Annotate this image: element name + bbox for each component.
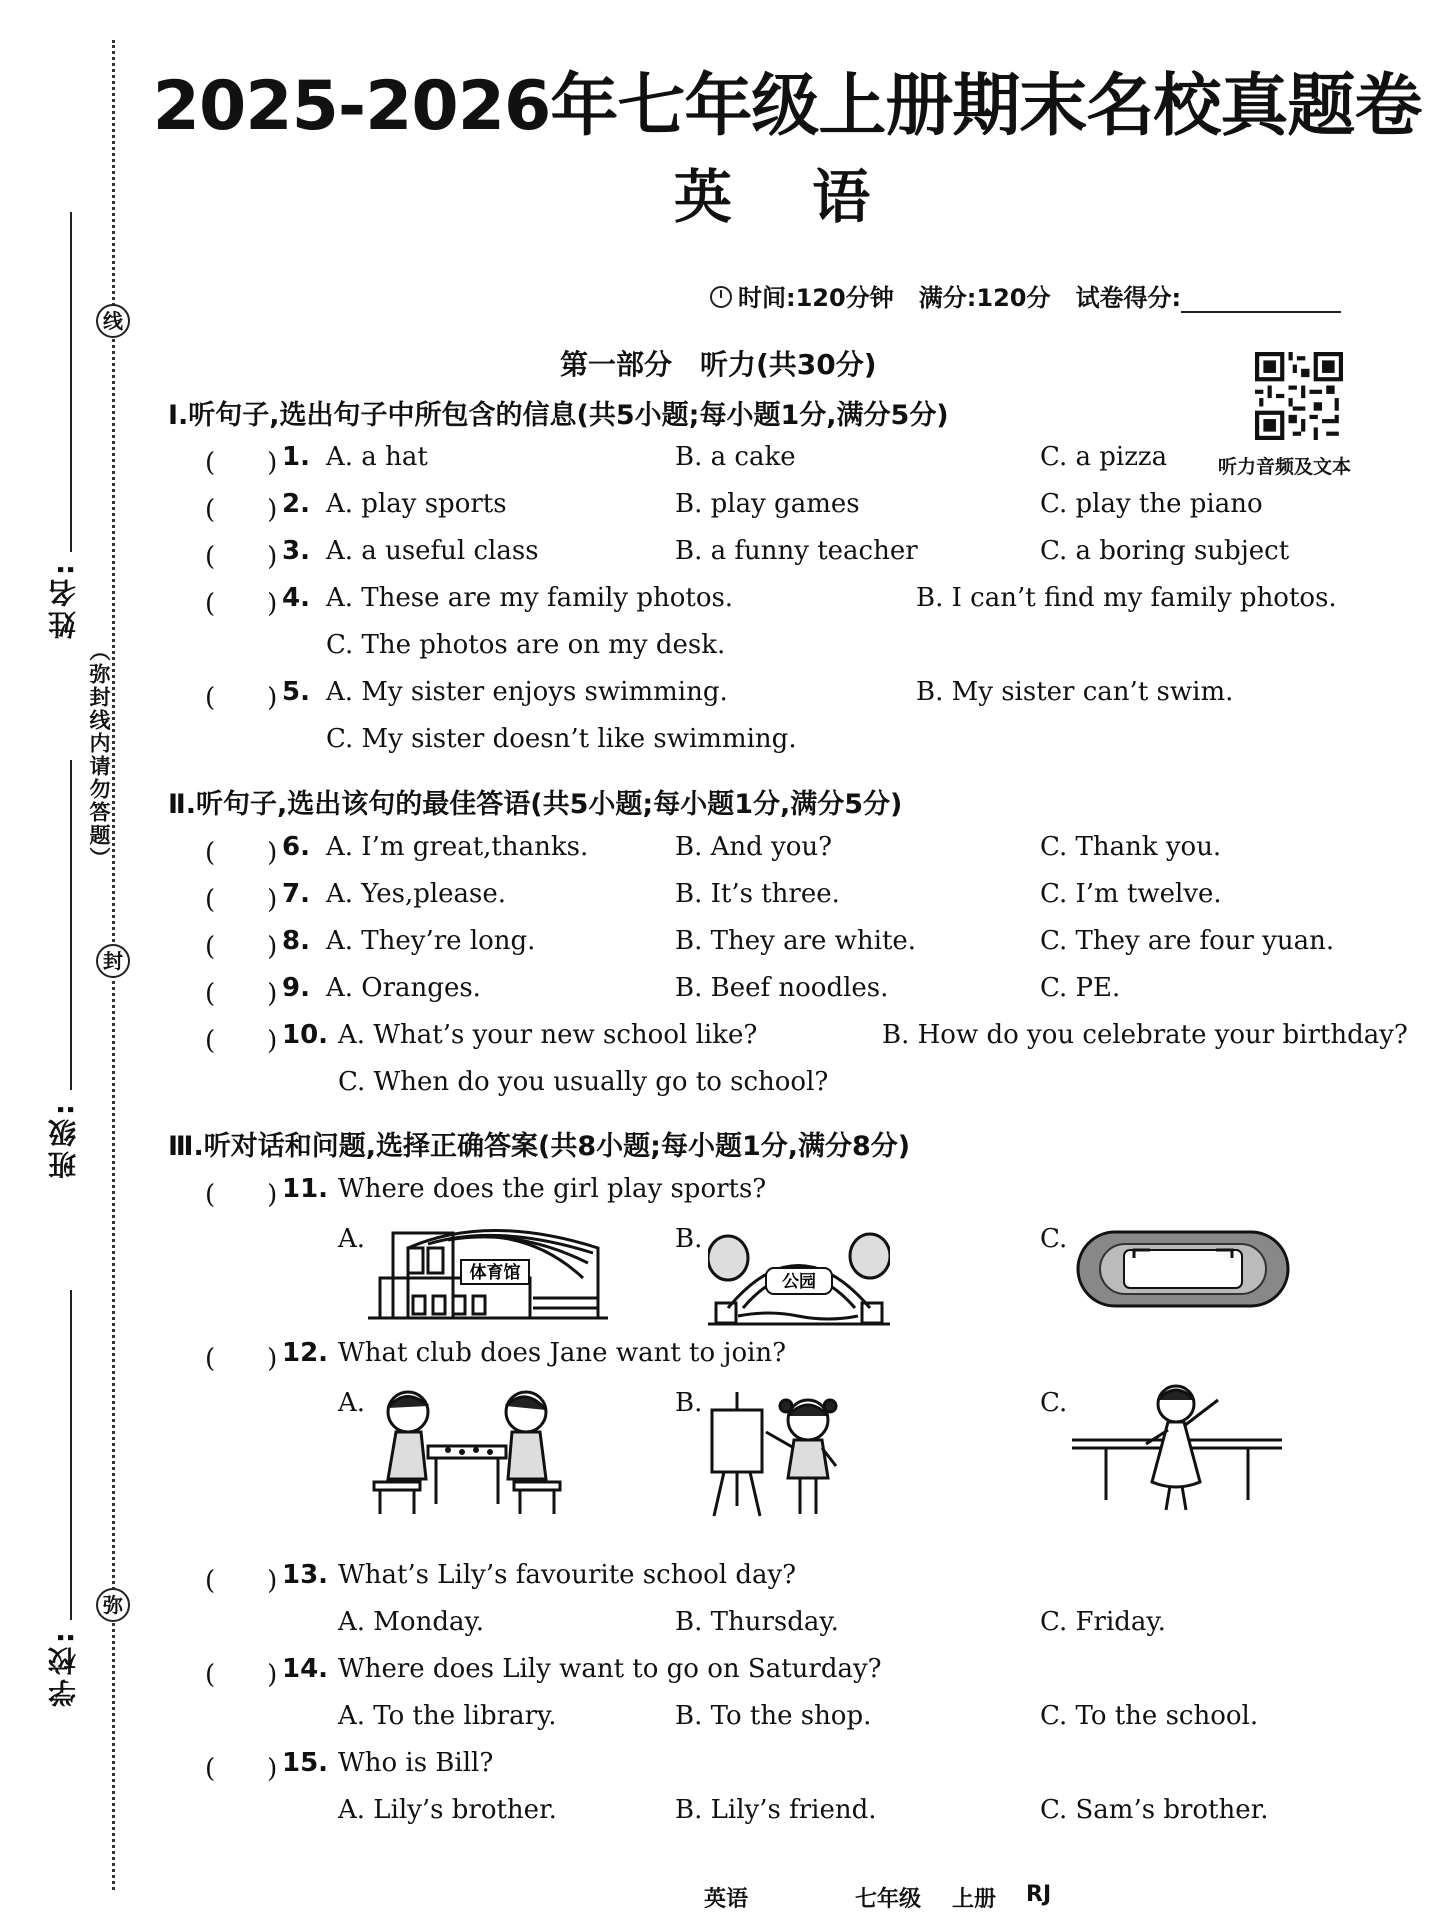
option-c-label: C. bbox=[1040, 1388, 1068, 1418]
answer-blank[interactable]: ( ) bbox=[205, 1566, 278, 1596]
answer-blank[interactable]: ( ) bbox=[205, 542, 278, 572]
binding-char-xian: 线 bbox=[96, 304, 130, 338]
answer-blank[interactable]: ( ) bbox=[205, 932, 278, 962]
option-a: A. play sports bbox=[326, 489, 507, 519]
option-a: A. a useful class bbox=[326, 536, 539, 566]
qr-code-icon[interactable] bbox=[1255, 352, 1343, 440]
answer-blank[interactable]: ( ) bbox=[205, 1660, 278, 1690]
answer-blank[interactable]: ( ) bbox=[205, 885, 278, 915]
question-number: 4. bbox=[282, 583, 310, 613]
full-score: 满分:120分 bbox=[918, 284, 1051, 312]
time-limit: 时间:120分钟 bbox=[738, 284, 894, 312]
painting-girl-icon[interactable] bbox=[704, 1386, 854, 1522]
option-b: B. I can’t find my family photos. bbox=[916, 583, 1337, 613]
option-c: C. I’m twelve. bbox=[1040, 879, 1222, 909]
answer-blank[interactable]: ( ) bbox=[205, 979, 278, 1009]
option-a: A. a hat bbox=[326, 442, 428, 472]
option-c: C. a boring subject bbox=[1040, 536, 1290, 566]
option-c: C. Thank you. bbox=[1040, 832, 1222, 862]
answer-blank[interactable]: ( ) bbox=[205, 1026, 278, 1056]
question-number: 1. bbox=[282, 442, 310, 472]
page-title: 2025-2026年七年级上册期末名校真题卷 bbox=[152, 67, 1422, 146]
class-fill-line[interactable] bbox=[70, 760, 72, 1090]
gym-sign-text: 体育馆 bbox=[469, 1263, 521, 1283]
park-gate-icon[interactable] bbox=[708, 1228, 890, 1326]
option-c: C. play the piano bbox=[1040, 489, 1263, 519]
gym-building-icon[interactable] bbox=[368, 1218, 608, 1326]
exam-meta bbox=[710, 278, 1410, 313]
question-number: 14. bbox=[282, 1654, 329, 1684]
chess-players-icon[interactable] bbox=[366, 1384, 566, 1520]
option-b: B. It’s three. bbox=[675, 879, 840, 909]
option-c: C. My sister doesn’t like swimming. bbox=[326, 724, 797, 754]
option-a: A. Oranges. bbox=[326, 973, 481, 1003]
answer-blank[interactable]: ( ) bbox=[205, 589, 278, 619]
section-3-title: Ⅲ.听对话和问题,选择正确答案(共8小题;每小题1分,满分8分) bbox=[168, 1131, 911, 1162]
option-b: B. They are white. bbox=[675, 926, 917, 956]
option-b: B. Lily’s friend. bbox=[675, 1795, 877, 1825]
dancing-girl-icon[interactable] bbox=[1072, 1382, 1282, 1518]
clock-icon bbox=[710, 286, 732, 308]
option-b: B. And you? bbox=[675, 832, 833, 862]
option-b-label: B. bbox=[675, 1388, 703, 1418]
answer-blank[interactable]: ( ) bbox=[205, 495, 278, 525]
school-label: 学校: bbox=[47, 1628, 80, 1708]
option-a: A. These are my family photos. bbox=[326, 583, 734, 613]
option-c: C. When do you usually go to school? bbox=[338, 1067, 829, 1097]
running-track-icon[interactable] bbox=[1074, 1228, 1292, 1310]
option-c: C. To the school. bbox=[1040, 1701, 1259, 1731]
question-number: 3. bbox=[282, 536, 310, 566]
option-a: A. What’s your new school like? bbox=[338, 1020, 758, 1050]
question-number: 6. bbox=[282, 832, 310, 862]
question-number: 9. bbox=[282, 973, 310, 1003]
option-c-label: C. bbox=[1040, 1224, 1068, 1254]
question-number: 7. bbox=[282, 879, 310, 909]
option-a: A. Lily’s brother. bbox=[338, 1795, 557, 1825]
option-c: C. The photos are on my desk. bbox=[326, 630, 726, 660]
answer-blank[interactable]: ( ) bbox=[205, 448, 278, 478]
option-a-label: A. bbox=[338, 1388, 366, 1418]
question-number: 5. bbox=[282, 677, 310, 707]
name-label: 姓名: bbox=[47, 560, 80, 640]
question-text: What club does Jane want to join? bbox=[338, 1338, 787, 1368]
footer-grade: 七年级 bbox=[855, 1887, 922, 1912]
question-number: 11. bbox=[282, 1174, 329, 1204]
option-a: A. To the library. bbox=[338, 1701, 557, 1731]
option-b: B. Thursday. bbox=[675, 1607, 839, 1637]
option-a: A. They’re long. bbox=[326, 926, 536, 956]
option-b: B. play games bbox=[675, 489, 860, 519]
option-a: A. Monday. bbox=[338, 1607, 484, 1637]
question-number: 2. bbox=[282, 489, 310, 519]
option-b: B. a cake bbox=[675, 442, 796, 472]
option-a: A. My sister enjoys swimming. bbox=[326, 677, 728, 707]
part-title: 第一部分 听力(共30分) bbox=[560, 348, 877, 381]
option-c: C. Friday. bbox=[1040, 1607, 1166, 1637]
question-number: 13. bbox=[282, 1560, 329, 1590]
question-number: 8. bbox=[282, 926, 310, 956]
question-text: What’s Lily’s favourite school day? bbox=[338, 1560, 797, 1590]
answer-blank[interactable]: ( ) bbox=[205, 838, 278, 868]
option-c: C. PE. bbox=[1040, 973, 1121, 1003]
question-number: 15. bbox=[282, 1748, 329, 1778]
option-b: B. To the shop. bbox=[675, 1701, 872, 1731]
option-a: A. Yes,please. bbox=[326, 879, 507, 909]
option-b: B. How do you celebrate your birthday? bbox=[882, 1020, 1408, 1050]
option-c: C. They are four yuan. bbox=[1040, 926, 1335, 956]
seal-note: （弥封线内请勿答题） bbox=[87, 640, 111, 870]
option-c: C. a pizza bbox=[1040, 442, 1168, 472]
question-text: Where does Lily want to go on Saturday? bbox=[338, 1654, 882, 1684]
binding-char-mi: 弥 bbox=[96, 1588, 130, 1622]
option-b: B. Beef noodles. bbox=[675, 973, 889, 1003]
answer-blank[interactable]: ( ) bbox=[205, 683, 278, 713]
footer-subject: 英语 bbox=[704, 1887, 749, 1912]
score-blank[interactable] bbox=[1181, 287, 1341, 313]
name-fill-line[interactable] bbox=[70, 212, 72, 552]
score-label: 试卷得分: bbox=[1075, 284, 1182, 312]
option-b: B. a funny teacher bbox=[675, 536, 918, 566]
park-sign-text: 公园 bbox=[782, 1272, 816, 1292]
question-number: 10. bbox=[282, 1020, 329, 1050]
footer-edition: RJ bbox=[1026, 1882, 1052, 1907]
binding-char-feng: 封 bbox=[96, 944, 130, 978]
answer-blank[interactable]: ( ) bbox=[205, 1754, 278, 1784]
section-1-title: Ⅰ.听句子,选出句子中所包含的信息(共5小题;每小题1分,满分5分) bbox=[168, 400, 949, 431]
option-b-label: B. bbox=[675, 1224, 703, 1254]
option-b: B. My sister can’t swim. bbox=[916, 677, 1234, 707]
option-c: C. Sam’s brother. bbox=[1040, 1795, 1269, 1825]
footer-term: 上册 bbox=[952, 1887, 997, 1912]
question-text: Where does the girl play sports? bbox=[338, 1174, 767, 1204]
answer-blank[interactable]: ( ) bbox=[205, 1180, 278, 1210]
qr-label: 听力音频及文本 bbox=[1218, 456, 1352, 478]
answer-blank[interactable]: ( ) bbox=[205, 1344, 278, 1374]
option-a: A. I’m great,thanks. bbox=[326, 832, 589, 862]
question-number: 12. bbox=[282, 1338, 329, 1368]
subject-title: 英 语 bbox=[673, 163, 901, 231]
school-fill-line[interactable] bbox=[70, 1290, 72, 1620]
section-2-title: Ⅱ.听句子,选出该句的最佳答语(共5小题;每小题1分,满分5分) bbox=[168, 789, 903, 820]
class-label: 班级: bbox=[47, 1100, 80, 1180]
option-a-label: A. bbox=[338, 1224, 366, 1254]
question-text: Who is Bill? bbox=[338, 1748, 494, 1778]
